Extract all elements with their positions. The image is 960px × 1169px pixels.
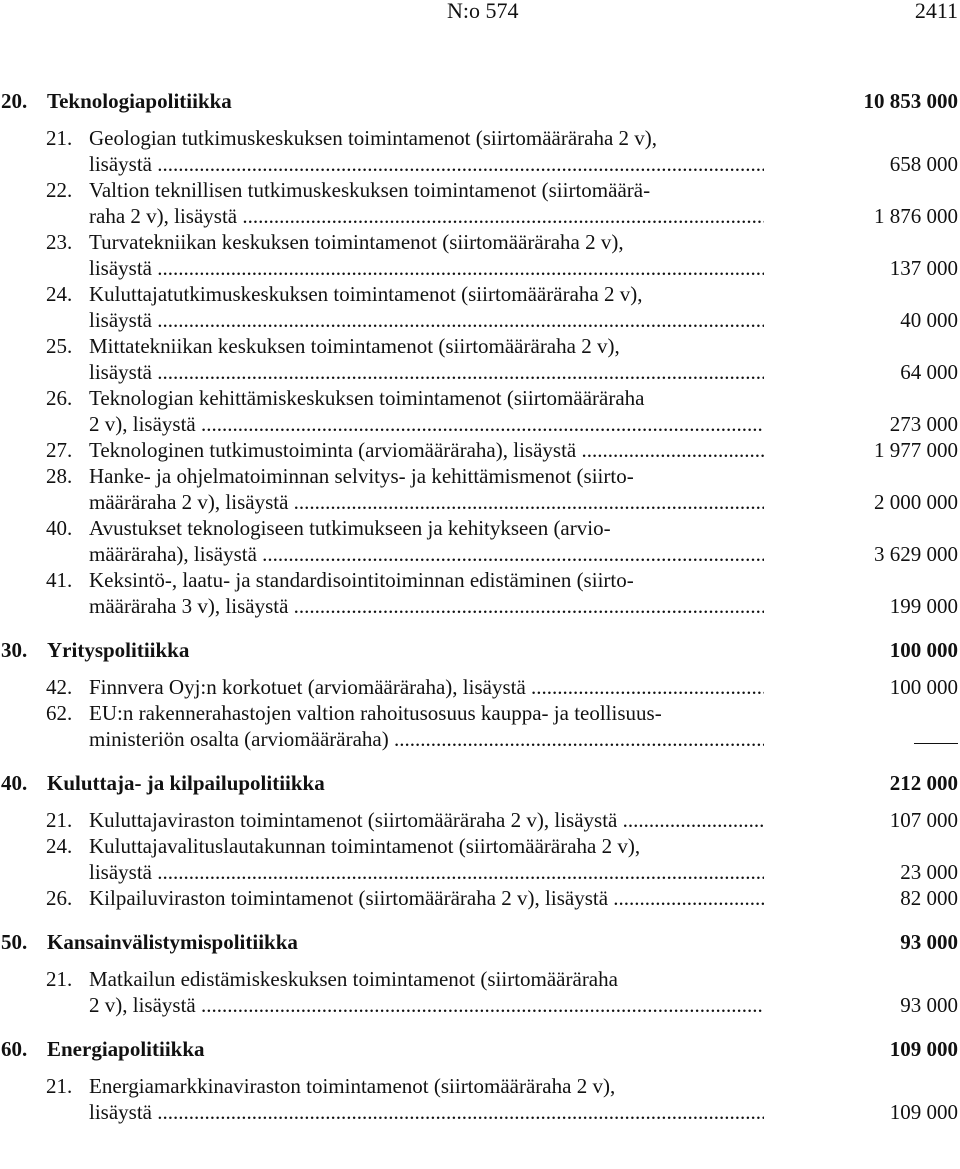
section-title: Kuluttaja- ja kilpailupolitiikka bbox=[47, 771, 325, 795]
budget-section bbox=[0, 635, 960, 752]
budget-item bbox=[0, 885, 960, 911]
item-description: EU:n rakennerahastojen valtion rahoitusosuus kauppa- ja teollisuus- bbox=[89, 701, 662, 725]
item-number: 62. bbox=[46, 701, 73, 725]
section-heading bbox=[0, 635, 960, 665]
item-number: 25. bbox=[46, 334, 73, 358]
item-amount: 273 000 bbox=[889, 412, 958, 436]
section-title: Yrityspolitiikka bbox=[47, 638, 190, 662]
item-amount: 137 000 bbox=[889, 256, 958, 280]
item-description: 2 v), lisäystä ..... bbox=[89, 411, 764, 437]
item-description: Energiamarkkinaviraston toimintamenot (siirtomääräraha 2 v), bbox=[89, 1074, 616, 1098]
item-number: 27. bbox=[46, 438, 73, 462]
item-description: Avustukset teknologiseen tutkimukseen ja kehitykseen (arvio- bbox=[89, 516, 611, 540]
item-description: lisäystä ..... bbox=[89, 151, 764, 177]
item-description: Turvatekniikan keskuksen toimintamenot (siirtomääräraha 2 v), bbox=[89, 230, 624, 254]
section-title: Teknologiapolitiikka bbox=[47, 89, 232, 113]
budget-item bbox=[0, 674, 960, 700]
item-amount: 3 629 000 bbox=[874, 542, 958, 566]
item-amount: 100 000 bbox=[889, 675, 958, 699]
budget-section bbox=[0, 927, 960, 1018]
item-description: raha 2 v), lisäystä ..... bbox=[89, 203, 764, 229]
budget-section bbox=[0, 1034, 960, 1125]
budget-item bbox=[0, 229, 960, 281]
item-number: 22. bbox=[46, 178, 73, 202]
page-number: 2411 bbox=[914, 0, 958, 23]
item-description: ministeriön osalta (arviomääräraha) ..... bbox=[89, 726, 764, 752]
item-amount: 2 000 000 bbox=[874, 490, 958, 514]
item-description: Kuluttajatutkimuskeskuksen toimintamenot (siirtomääräraha 2 v), bbox=[89, 282, 643, 306]
budget-item bbox=[0, 700, 960, 752]
section-amount: 212 000 bbox=[889, 771, 958, 795]
item-description: Mittatekniikan keskuksen toimintamenot (siirtomääräraha 2 v), bbox=[89, 334, 620, 358]
item-amount-dash bbox=[914, 743, 958, 744]
item-description: määräraha 2 v), lisäystä ..... bbox=[89, 489, 764, 515]
page-header bbox=[0, 0, 960, 30]
item-description: Teknologian kehittämiskeskuksen toimintamenot (siirtomääräraha bbox=[89, 386, 645, 410]
section-amount: 100 000 bbox=[889, 638, 958, 662]
item-description: lisäystä ..... bbox=[89, 859, 764, 885]
budget-item bbox=[0, 385, 960, 437]
budget-item bbox=[0, 177, 960, 229]
item-description: määräraha), lisäystä ..... bbox=[89, 541, 764, 567]
item-amount: 658 000 bbox=[889, 152, 958, 176]
section-amount: 10 853 000 bbox=[863, 89, 958, 113]
budget-section bbox=[0, 768, 960, 911]
item-number: 21. bbox=[46, 1074, 73, 1098]
item-description: Valtion teknillisen tutkimuskeskuksen toimintamenot (siirtomäärä- bbox=[89, 178, 651, 202]
document-number: N:o 574 bbox=[447, 0, 519, 23]
section-title: Kansainvälistymispolitiikka bbox=[47, 930, 298, 954]
budget-item bbox=[0, 807, 960, 833]
section-amount: 109 000 bbox=[889, 1037, 958, 1061]
item-description: lisäystä ..... bbox=[89, 255, 764, 281]
item-amount: 199 000 bbox=[889, 594, 958, 618]
item-description: Matkailun edistämiskeskuksen toimintamenot (siirtomääräraha bbox=[89, 967, 618, 991]
item-number: 26. bbox=[46, 886, 73, 910]
item-amount: 109 000 bbox=[889, 1100, 958, 1124]
item-description: Kuluttajaviraston toimintamenot (siirtomääräraha 2 v), lisäystä ..... bbox=[89, 807, 764, 833]
item-number: 41. bbox=[46, 568, 73, 592]
item-description: lisäystä ..... bbox=[89, 1099, 764, 1125]
budget-table bbox=[0, 86, 960, 1141]
item-amount: 40 000 bbox=[900, 308, 958, 332]
budget-item bbox=[0, 333, 960, 385]
budget-item bbox=[0, 437, 960, 463]
budget-item bbox=[0, 515, 960, 567]
budget-item bbox=[0, 966, 960, 1018]
item-description: lisäystä ..... bbox=[89, 307, 764, 333]
item-number: 24. bbox=[46, 282, 73, 306]
item-description: Teknologinen tutkimustoiminta (arviomääräraha), lisäystä ..... bbox=[89, 437, 764, 463]
item-number: 40. bbox=[46, 516, 73, 540]
section-title: Energiapolitiikka bbox=[47, 1037, 205, 1061]
budget-item bbox=[0, 125, 960, 177]
budget-item bbox=[0, 1073, 960, 1125]
budget-item bbox=[0, 567, 960, 619]
item-amount: 64 000 bbox=[900, 360, 958, 384]
item-number: 42. bbox=[46, 675, 73, 699]
item-number: 26. bbox=[46, 386, 73, 410]
budget-item bbox=[0, 833, 960, 885]
section-amount: 93 000 bbox=[900, 930, 958, 954]
item-amount: 1 977 000 bbox=[874, 438, 958, 462]
section-number: 50. bbox=[1, 930, 28, 954]
section-heading bbox=[0, 768, 960, 798]
budget-item bbox=[0, 281, 960, 333]
item-description: Geologian tutkimuskeskuksen toimintamenot (siirtomääräraha 2 v), bbox=[89, 126, 658, 150]
item-amount: 82 000 bbox=[900, 886, 958, 910]
item-description: Kilpailuviraston toimintamenot (siirtomääräraha 2 v), lisäystä ..... bbox=[89, 885, 764, 911]
item-amount: 1 876 000 bbox=[874, 204, 958, 228]
item-description: Kuluttajavalituslautakunnan toimintamenot (siirtomääräraha 2 v), bbox=[89, 834, 641, 858]
item-number: 24. bbox=[46, 834, 73, 858]
item-number: 23. bbox=[46, 230, 73, 254]
item-description: määräraha 3 v), lisäystä ..... bbox=[89, 593, 764, 619]
item-number: 21. bbox=[46, 808, 73, 832]
section-heading bbox=[0, 86, 960, 116]
section-heading bbox=[0, 927, 960, 957]
item-number: 21. bbox=[46, 126, 73, 150]
item-description: 2 v), lisäystä ..... bbox=[89, 992, 764, 1018]
section-number: 40. bbox=[1, 771, 28, 795]
item-description: lisäystä ..... bbox=[89, 359, 764, 385]
item-amount: 93 000 bbox=[900, 993, 958, 1017]
item-number: 28. bbox=[46, 464, 73, 488]
item-amount: 23 000 bbox=[900, 860, 958, 884]
section-number: 60. bbox=[1, 1037, 28, 1061]
budget-section bbox=[0, 86, 960, 619]
item-description: Finnvera Oyj:n korkotuet (arviomääräraha), lisäystä ..... bbox=[89, 674, 764, 700]
budget-item bbox=[0, 463, 960, 515]
item-description: Hanke- ja ohjelmatoiminnan selvitys- ja kehittämismenot (siirto- bbox=[89, 464, 634, 488]
section-number: 30. bbox=[1, 638, 28, 662]
item-number: 21. bbox=[46, 967, 73, 991]
item-amount: 107 000 bbox=[889, 808, 958, 832]
section-heading bbox=[0, 1034, 960, 1064]
item-description: Keksintö-, laatu- ja standardisointitoiminnan edistäminen (siirto- bbox=[89, 568, 634, 592]
section-number: 20. bbox=[1, 89, 28, 113]
